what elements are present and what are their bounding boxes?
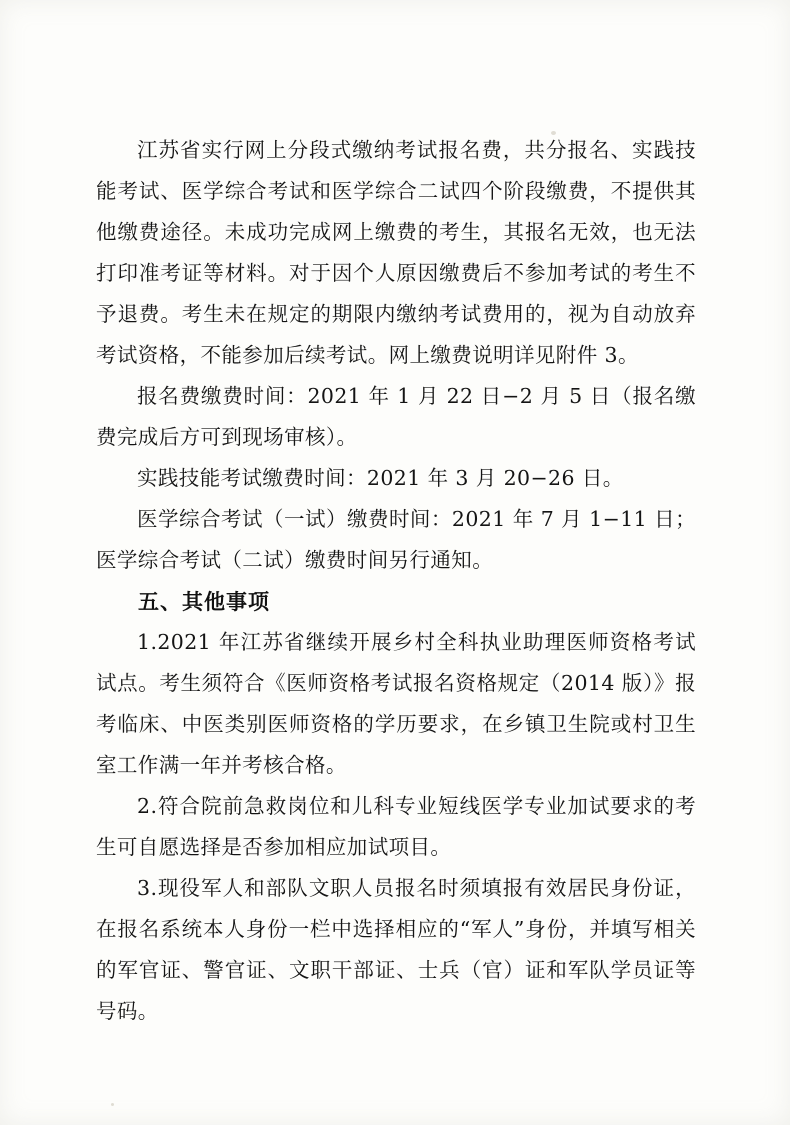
document-text-body [96,130,696,1032]
list-item-1: 1.2021 年江苏省继续开展乡村全科执业助理医师资格考试试点。考生须符合《医师资格考试报名资格规定（2014 版）》报考临床、中医类别医师资格的学历要求，在乡镇卫生院或村卫生室工作满一年并考核合格。 [96,630,696,777]
paragraph-registration-fee-time: 报名费缴费时间：2021 年 1 月 22 日−2 月 5 日（报名缴费完成后方可到现场审核）。 [96,384,696,449]
section-heading-other-matters: 五、其他事项 [138,589,270,614]
list-item-2: 2.符合院前急救岗位和儿科专业短线医学专业加试要求的考生可自愿选择是否参加相应加试项目。 [96,794,696,859]
list-item-3: 3.现役军人和部队文职人员报名时须填报有效居民身份证，在报名系统本人身份一栏中选择相应的“军人”身份，并填写相关的军官证、警官证、文职干部证、士兵（官）证和军队学员证等号码。 [96,876,696,1023]
paragraph-comprehensive-fee-time: 医学综合考试（一试）缴费时间：2021 年 7 月 1−11 日；医学综合考试（二试）缴费时间另行通知。 [96,507,696,572]
paper-speck [111,1103,114,1106]
paragraph-practical-skill-fee-time: 实践技能考试缴费时间：2021 年 3 月 20−26 日。 [137,466,624,490]
paragraph-payment-overview: 江苏省实行网上分段式缴纳考试报名费，共分报名、实践技能考试、医学综合考试和医学综合二试四个阶段缴费，不提供其他缴费途径。未成功完成网上缴费的考生，其报名无效，也无法打印准考证等材料。对于因个人原因缴费后不参加考试的考生不予退费。考生未在规定的期限内缴纳考试费用的，视为自动放弃考试资格，不能参加后续考试。网上缴费说明详见附件 3。 [96,138,696,367]
